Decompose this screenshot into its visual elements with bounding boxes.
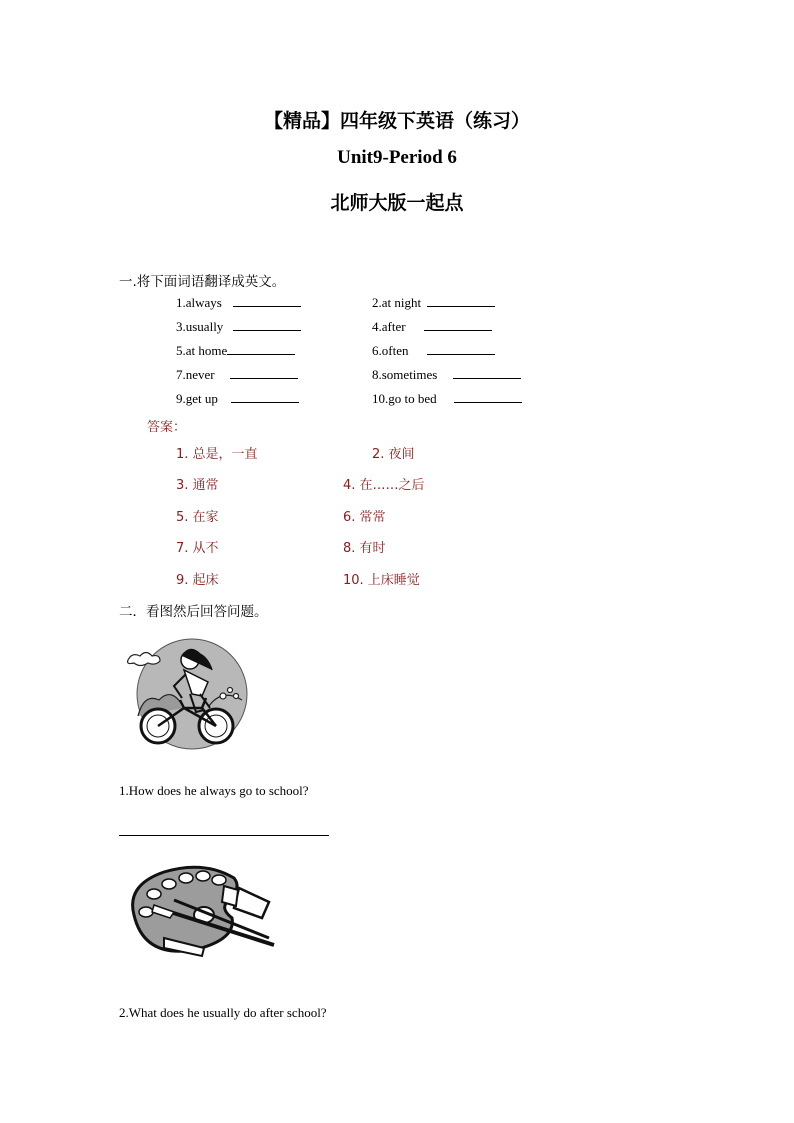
bicycle-picture (124, 638, 249, 753)
list-item (372, 318, 492, 335)
answer-label: 答案： (147, 420, 187, 435)
blank-line (424, 318, 492, 331)
bicycle-icon (124, 638, 249, 753)
item-label: 6.often (372, 343, 409, 358)
blank-line (230, 366, 298, 379)
list-item (372, 342, 495, 359)
item-label: 5.at home (176, 343, 228, 358)
list-item (176, 294, 301, 311)
answer-item: 10. 上床睡觉 (343, 573, 420, 588)
answer-item: 3. 通常 (176, 478, 219, 493)
section2-heading: 二．看图然后回答问题。 (119, 604, 268, 620)
palette-icon (124, 860, 279, 960)
list-item (372, 390, 522, 407)
list-item (176, 390, 299, 407)
answer-item: 8. 有时 (343, 541, 386, 556)
blank-line (231, 390, 299, 403)
page-subtitle-unit: Unit9-Period 6 (337, 147, 457, 168)
blank-line (427, 342, 495, 355)
item-label: 9.get up (176, 391, 218, 406)
blank-line (233, 318, 301, 331)
answer-item: 9. 起床 (176, 573, 219, 588)
list-item (176, 342, 295, 359)
item-label: 10.go to bed (372, 391, 437, 406)
blank-line (427, 294, 495, 307)
item-label: 2.at night (372, 295, 422, 310)
list-item (176, 318, 301, 335)
section1-heading: 一.将下面词语翻译成英文。 (119, 274, 286, 290)
answer-item: 5. 在家 (176, 510, 219, 525)
item-label: 4.after (372, 319, 406, 334)
list-item (372, 366, 521, 383)
list-item (372, 294, 495, 311)
list-item (176, 366, 298, 383)
item-label: 1.always (176, 295, 222, 310)
blank-line (227, 342, 295, 355)
page-title: 【精品】四年级下英语（练习） (263, 111, 530, 132)
page-subtitle-edition: 北师大版一起点 (330, 193, 464, 214)
question-1: 1.How does he always go to school? (119, 783, 309, 798)
item-label: 7.never (176, 367, 215, 382)
answer-item: 6. 常常 (343, 510, 386, 525)
blank-line (233, 294, 301, 307)
blank-line (454, 390, 522, 403)
answer-line (119, 834, 329, 836)
item-label: 3.usually (176, 319, 224, 334)
answer-item: 4. 在……之后 (343, 478, 425, 493)
answer-item: 1. 总是，一直 (176, 447, 258, 462)
palette-picture (124, 860, 279, 960)
blank-line (453, 366, 521, 379)
question-2: 2.What does he usually do after school? (119, 1005, 327, 1020)
answer-item: 7. 从不 (176, 541, 219, 556)
item-label: 8.sometimes (372, 367, 438, 382)
answer-item: 2. 夜间 (372, 447, 415, 462)
